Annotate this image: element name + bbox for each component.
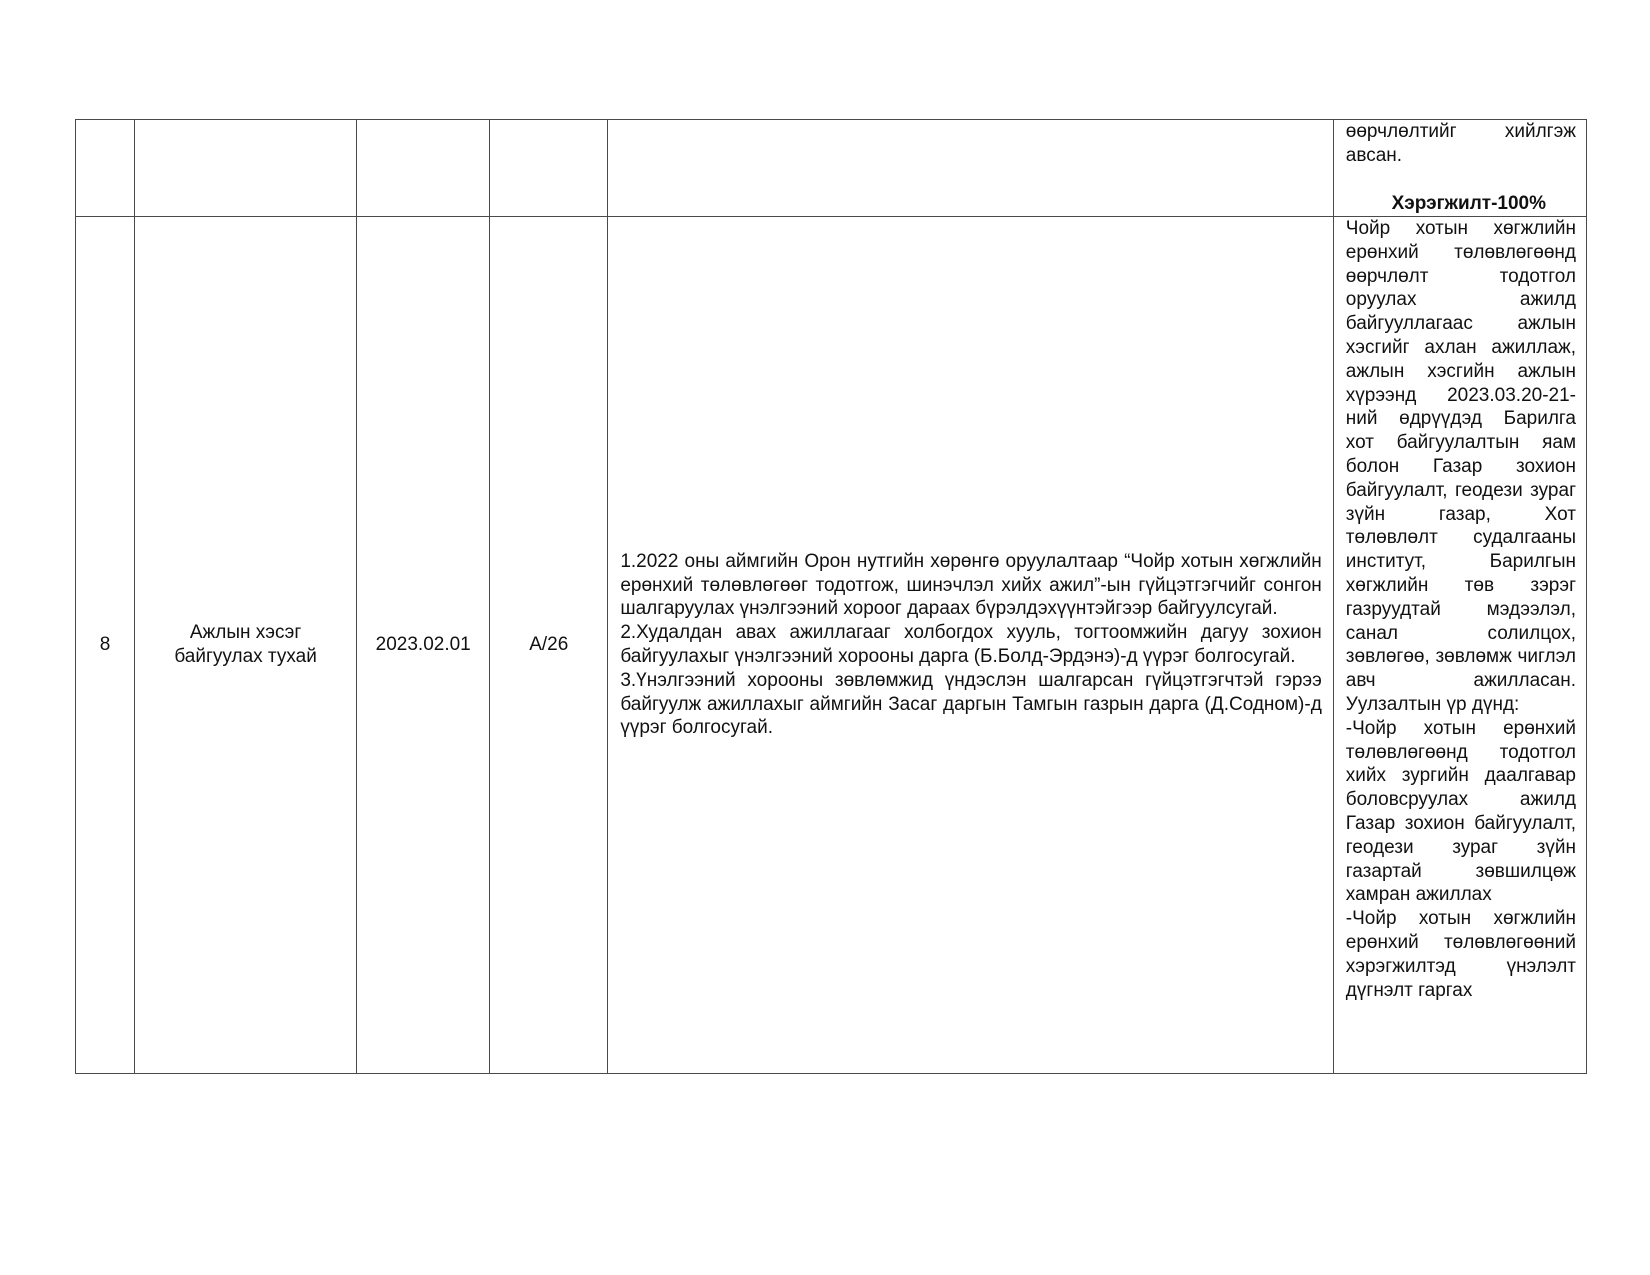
content-paragraph: 2.Худалдан авах ажиллагааг холбогдох хууль, тогтоомжийн дагуу зохион байгуулахыг үнэлгээний хорооны дарга (Б.Болд-Эрдэнэ)-д үүрэг болгосугай. xyxy=(620,622,1322,667)
implementation-paragraph: Чойр хотын хөгжлийн ерөнхий төлөвлөгөөнд өөрчлөлт тодотгол оруулах ажилд байгууллагаас ажлын хэсгийг ахлан ажиллаж, ажлын хэсгийн ажлын хүрээнд 2023.03.20-21-ний өдрүүдэд Барилга хот байгуулалтын яам болон Газар зохион байгуулалт, геодези зураг зүйн газар, Хот төлөвлөлт судалгааны институт, Барилгын хөгжлийн төв зэрэг газруудтай мэдээлэл, санал солилцох, зөвлөгөө, зөвлөмж чиглэл авч ажилласан. Уулзалтын үр дүнд: xyxy=(1345,218,1576,715)
document-table xyxy=(75,119,1587,1074)
cell-empty-order xyxy=(490,120,608,217)
row-title: Ажлын хэсэг байгуулах тухай xyxy=(135,217,357,1074)
cell-empty-content xyxy=(608,120,1333,217)
content-paragraph: 1.2022 оны аймгийн Орон нутгийн хөрөнгө оруулалтаар “Чойр хотын хөгжлийн ерөнхий төлөвлөгөөг тодотгож, шинэчлэл хийх ажил”-ын гүйцэтгэгчийг сонгон шалгаруулах үнэлгээний хороог дараах бүрэлдэхүүнтэйгээр байгуулсугай. xyxy=(620,550,1322,620)
status-text-line2: авсан. xyxy=(1345,144,1403,166)
row-date: 2023.02.01 xyxy=(357,217,490,1074)
cell-empty-title xyxy=(135,120,357,217)
row-order-number: А/26 xyxy=(490,217,608,1074)
row-implementation xyxy=(1333,217,1586,1074)
row-content xyxy=(608,217,1333,1074)
implementation-paragraph: -Чойр хотын ерөнхий төлөвлөгөөнд тодотгол хийх зургийн даалгавар боловсруулах ажилд Газар зохион байгуулалт, геодези зураг зүйн газартай зөвшилцөж хамран ажиллах xyxy=(1345,717,1576,906)
cell-continued-status xyxy=(1333,120,1586,217)
cell-empty-date xyxy=(357,120,490,217)
cell-empty-number xyxy=(76,120,135,217)
continuation-row xyxy=(76,120,1587,217)
row-number: 8 xyxy=(76,217,135,1074)
implementation-paragraph: -Чойр хотын хөгжлийн ерөнхий төлөвлөгөөний хэрэгжилтэд үнэлэлт дүгнэлт гаргах xyxy=(1345,908,1576,1001)
status-text-line1: өөрчлөлтийг хийлгэж xyxy=(1345,121,1576,142)
content-paragraph: 3.Үнэлгээний хорооны зөвлөмжид үндэслэн шалгарсан гүйцэтгэгчтэй гэрээ байгуулж ажиллахыг аймгийн Засаг даргын Тамгын газрын дарга (Д.Содном)-д үүрэг болгосугай. xyxy=(620,669,1322,739)
completion-percentage: Хэрэгжилт-100% xyxy=(1391,192,1546,214)
table-row xyxy=(76,217,1587,1074)
